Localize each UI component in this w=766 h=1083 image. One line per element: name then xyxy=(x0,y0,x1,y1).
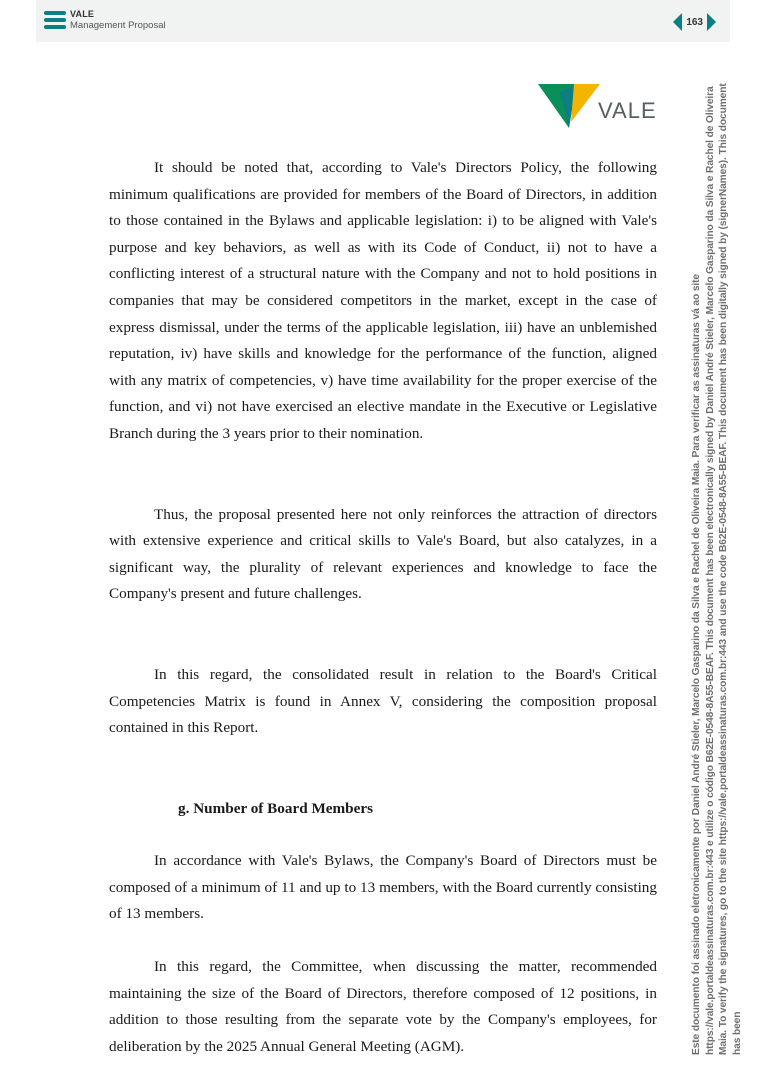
section-heading: g. Number of Board Members xyxy=(178,799,374,817)
vale-logo-text: VALE xyxy=(598,98,657,123)
page-number: 163 xyxy=(686,16,703,28)
previous-page-icon[interactable] xyxy=(673,13,682,31)
brand-name: VALE xyxy=(70,9,95,19)
paragraph-proposal: Thus, the proposal presented here not only reinforces the attraction of directors with extensive experience and critical skills to Vale's Board, but also catalyzes, in a significant way, the plurality of relevant experiences and knowledge to face the Company's present and future challenges. xyxy=(109,505,657,603)
paragraph-directors-policy: It should be noted that, according to Vale's Directors Policy, the following minimum qualifications are provided for members of the Board of Directors, in addition to those contained in the Bylaws and applicable legislation: i) to be aligned with Vale's purpose and key behaviors, as well as with its Code of Conduct, ii) not to have a conflicting interest of a structural nature with the Company and not to hold positions in companies that may be considered competitors in the market, except in the case of express dismissal, under the terms of the applicable legislation, iii) have an unblemished reputation, iv) have skills and knowledge for the performance of the function, aligned with any matrix of competencies, v) have time availability for the proper exercise of the function, and vi) not have exercised an elective mandate in the Executive or Legislative Branch during the 3 years prior to their nomination. xyxy=(109,159,657,442)
header-brand xyxy=(70,10,166,31)
paragraph-bylaws: In accordance with Vale's Bylaws, the Company's Board of Directors must be composed of a minimum of 11 and up to 13 members, with the Board currently consisting of 13 members. xyxy=(109,852,657,923)
next-page-icon[interactable] xyxy=(707,13,716,31)
top-header-bar xyxy=(36,0,730,42)
paragraph-committee: In this regard, the Committee, when discussing the matter, recommended maintaining the size of the Board of Directors, therefore composed of 12 positions, in addition to those resulting from the separate vote by the Company's employees, for deliberation by the 2025 Annual General Meeting (AGM). xyxy=(109,958,657,1055)
document-body xyxy=(109,155,657,1060)
page-navigator xyxy=(673,13,716,31)
document-subtitle: Management Proposal xyxy=(70,20,166,31)
electronic-signature-notice: Este documento foi assinado eletronicamente por Daniel André Stieler, Marcelo Gasparino da Silva e Rachel de Oliveira Maia. Para verificar as assinaturas vá ao site https://vale.portaldeassinaturas.com.br:443 e utilize o código B62E-0548-8A55-BEAF. This document has been electronically signed by Daniel André Stieler, Marcelo Gasparino da Silva e Rachel de Oliveira Maia. To verify the signatures, go to the site https://vale.portaldeassinaturas.com.br:443 and use the code B62E-0548-8A55-BEAF. This document has been digitally signed by (signerNames). This document has been xyxy=(691,83,743,1055)
paragraph-competencies-matrix: In this regard, the consolidated result in relation to the Board's Critical Competencies Matrix is found in Annex V, considering the composition proposal contained in this Report. xyxy=(109,665,657,737)
menu-icon[interactable] xyxy=(44,11,66,29)
